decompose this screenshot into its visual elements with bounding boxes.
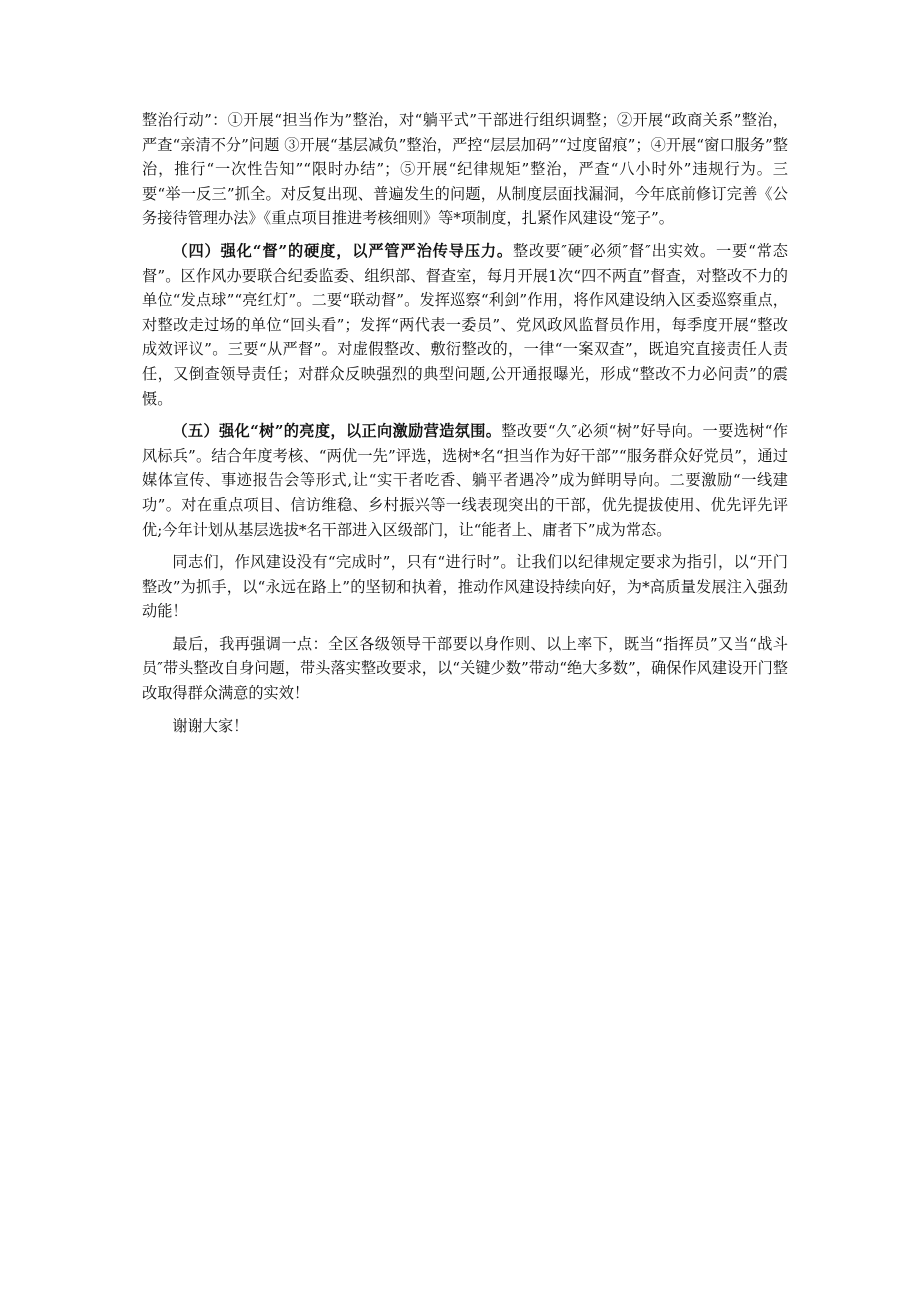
paragraph-text: 整改要″硬″必须″督″出实效。一要“常态督”。区作风办要联合纪委监委、组织部、督查室，每月开展1次“四不两直”督查，对整改不力的单位“发点球”“亮红灯”。二要“联动督”。发挥巡察“利剑”作用，将作风建设纳入区委巡察重点，对整改走过场的单位“回头看”；发挥“两代表一委员”、党风政风监督员作用，每季度开展“整改成效评议”。三要“从严督”。对虚假整改、敷衍整改的，一律“一案双查”，既追究直接责任人责任，又倒查领导责任；对群众反映强烈的典型问题,公开通报曝光，形成“整改不力必问责”的震慑。 [142, 241, 788, 408]
paragraph-text: 谢谢大家！ [172, 716, 249, 735]
paragraph-rectification-actions [142, 108, 788, 231]
document-body [142, 108, 788, 746]
paragraph-closing-thanks [142, 714, 788, 739]
paragraph-text: 整治行动”：①开展“担当作为”整治，对“躺平式”干部进行组织调整；②开展“政商关系”整治，严查“亲清不分”问题 ③开展“基层减负”整治，严控“层层加码”“过度留痕”；④开展“窗口服务”整治，推行“一次性告知”“限时办结”；⑤开展“纪律规矩”整治，严查“八小时外”违规行为。三要“举一反三”抓全。对反复出现、普遍发生的问题，从制度层面找漏洞，今年底前修订完善《公务接待管理办法》《重点项目推进考核细则》等*项制度，扎紧作风建设“笼子”。 [142, 111, 788, 228]
paragraph-section-five [142, 419, 788, 542]
section-heading: （四）强化“督”的硬度，以严管严治传导压力。 [172, 241, 513, 260]
paragraph-final-emphasis [142, 632, 788, 706]
paragraph-text: 同志们，作风建设没有“完成时”，只有“进行时”。让我们以纪律规定要求为指引，以“开门整改”为抓手，以“永远在路上”的坚韧和执着，推动作风建设持续向好，为*高质量发展注入强劲动能！ [142, 553, 788, 621]
paragraph-text: 最后，我再强调一点：全区各级领导干部要以身作则、以上率下，既当“指挥员”又当“战斗员″带头整改自身问题，带头落实整改要求，以“关键少数”带动“绝大多数”，确保作风建设开门整改取得群众满意的实效！ [142, 634, 788, 703]
paragraph-comrades [142, 550, 788, 624]
paragraph-text: 整改要“久″必须“树”好导向。一要选树“作风标兵”。结合年度考核、“两优一先”评选，选树*名“担当作为好干部”“服务群众好党员”，通过媒体宣传、事迹报告会等形式,让“实干者吃香、躺平者遇冷”成为鲜明导向。二要激励“一线建功”。对在重点项目、信访维稳、乡村振兴等一线表现突出的干部，优先提拔使用、优先评先评优;今年计划从基层选拔*名干部进入区级部门，让“能者上、庸者下”成为常态。 [142, 422, 788, 539]
paragraph-section-four [142, 239, 788, 411]
section-heading: （五）强化“树”的亮度，以正向激励营造氛围。 [172, 422, 502, 441]
